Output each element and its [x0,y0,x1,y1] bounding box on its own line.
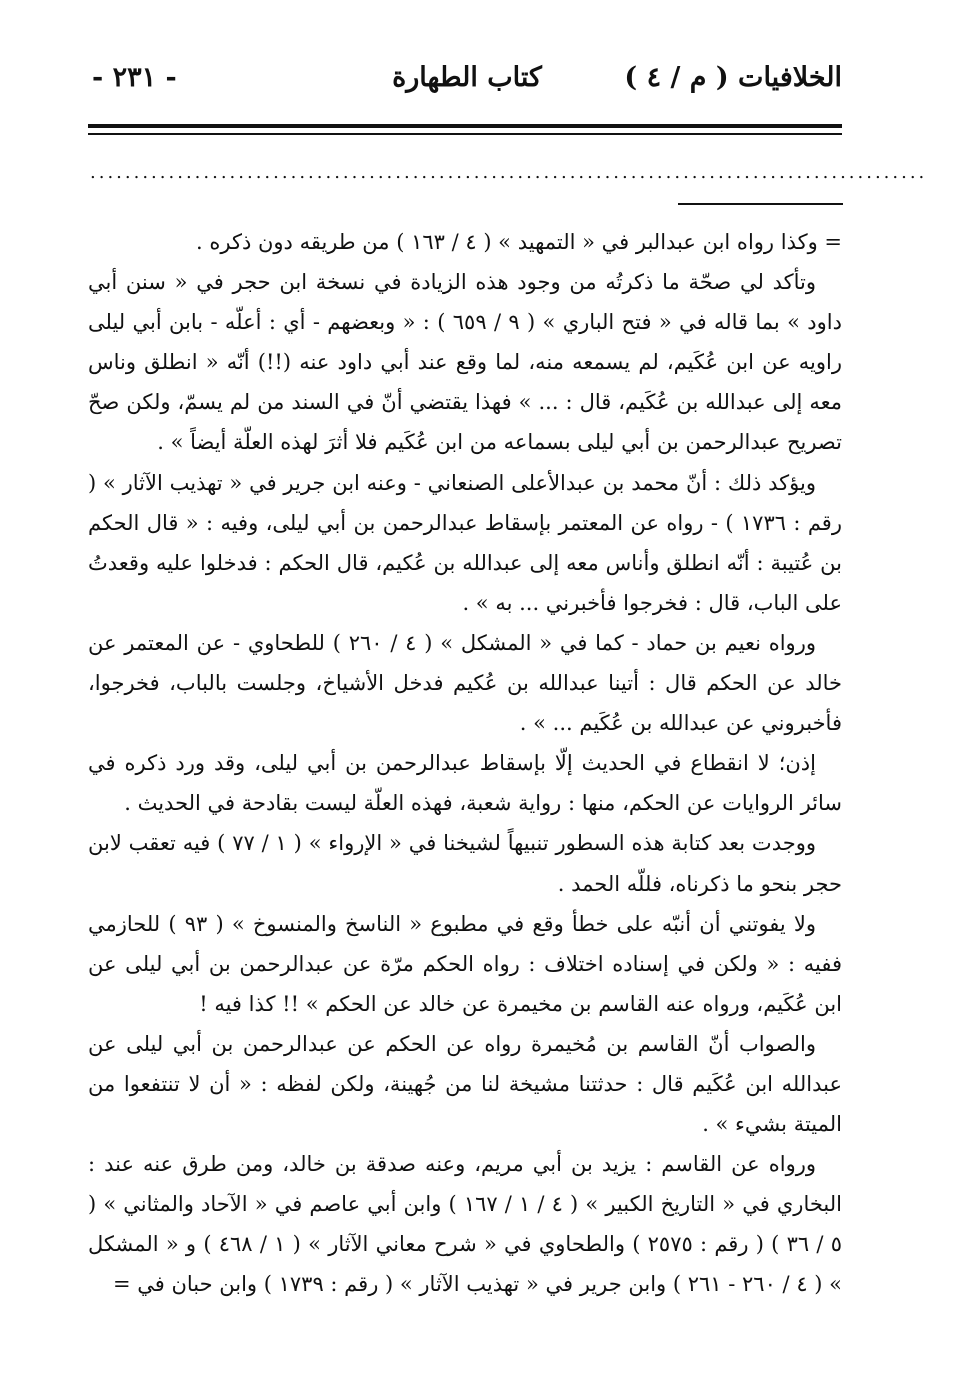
paragraph: ولا يفوتني أن أنبّه على خطأ وقع في مطبوع « الناسخ والمنسوخ » ( ٩٣ ) للحازمي ففيه : « ولكن في إسناده اختلاف : رواه الحكم مرّة عن عبدالرحمن بن أبي ليلى عن ابن عُكَيم، ورواه عنه القاسم بن مخيمرة عن خالد عن الحكم » !! كذا فيه ! [88,911,842,1016]
dotted-separator: ................................................................................................ [90,162,928,183]
header-rule-thick [88,124,842,128]
book-title: الخلافيات ( م / ٤ ) [624,62,842,93]
paragraph: ووجدت بعد كتابة هذه السطور تنبيهاً لشيخنا في « الإرواء » ( ١ / ٧٧ ) فيه تعقب لابن حجر بنحو ما ذكرناه، فللّه الحمد . [88,831,842,896]
paragraph: ورواه عن القاسم : يزيد بن أبي مريم، وعنه صدقة بن خالد، ومن طرق عنه عند : البخاري في « التاريخ الكبير » ( ٤ / ١ / ١٦٧ ) وابن أبي عاصم في « الآحاد والمثاني » ( ٥ / ٣٦ ) ( رقم : ٢٥٧٥ ) والطحاوي في « شرح معاني الآثار » ( ١ / ٤٦٨ ) و « المشكل » ( ٤ / ٢٦٠ - ٢٦١ ) وابن جرير في « تهذيب الآثار » ( رقم : ١٧٣٩ ) وابن حبان في = [88,1152,842,1297]
paragraph: ورواه نعيم بن حماد - كما في « المشكل » ( ٤ / ٢٦٠ ) للطحاوي - عن المعتمر عن خالد عن الحكم قال : أتينا عبدالله بن عُكيم فدخل الأشياخ، وجلست بالباب، فخرجوا، فأخبروني عن عبدالله بن عُكَيم ... » . [88,630,842,736]
page-number: - ٢٣١ - [92,62,177,93]
paragraph: إذن؛ لا انقطاع في الحديث إلّا بإسقاط عبدالرحمن بن أبي ليلى، وقد ورد ذكره في سائر الروايات عن الحكم، منها : رواية شعبة، فهذه العلّة ليست بقادحة في الحديث . [88,751,842,816]
paragraph: وتأكد لي صحّة ما ذكرتُه من وجود هذه الزيادة في نسخة ابن حجر في « سنن أبي داود » بما قاله في « فتح الباري » ( ٩ / ٦٥٩ ) : « وبعضهم - أي : أعلّه - بابن أبي ليلى راويه عن ابن عُكَيم، لم يسمعه منه، لما وقع عند أبي داود عنه (!!) أنّه « انطلق وناس معه إلى عبدالله بن عُكَيم، قال : ... » فهذا يقتضي أنّ في السند من لم يسمّ، ولكن صحّ تصريح عبدالرحمن بن أبي ليلى بسماعه من ابن عُكَيم فلا أثرَ لهذه العلّة أيضاً » . [88,270,842,455]
paragraph: والصواب أنّ القاسم بن مُخيمرة رواه عن الحكم عن عبدالرحمن بن أبي ليلى عن عبدالله ابن عُكَيم قال : حدثتنا مشيخة لنا من جُهينة، ولكن لفظه : « أن لا تنتفعوا من الميتة بشيء » . [88,1031,842,1137]
chapter-title: كتاب الطهارة [392,62,542,93]
page-header [92,62,842,110]
paragraph: = وكذا رواه ابن عبدالبر في « التمهيد » ( ٤ / ١٦٣ ) من طريقه دون ذكره . [196,230,842,254]
footnote-rule [678,203,843,205]
paragraph: ويؤكد ذلك : أنّ محمد بن عبدالأعلى الصنعاني - وعنه ابن جرير في « تهذيب الآثار » ( رقم : ١٧٣٦ ) - رواه عن المعتمر بإسقاط عبدالرحمن بن أبي ليلى، وفيه : « قال الحكم بن عُتيبة : أنّه انطلق وأناس معه إلى عبدالله بن عُكيم، قال الحكم : فدخلوا عليه وقعدتُ على الباب، قال : فخرجوا فأخبرني ... به » . [88,470,842,615]
header-rule-thin [88,133,842,135]
footnote-body [88,222,842,1305]
